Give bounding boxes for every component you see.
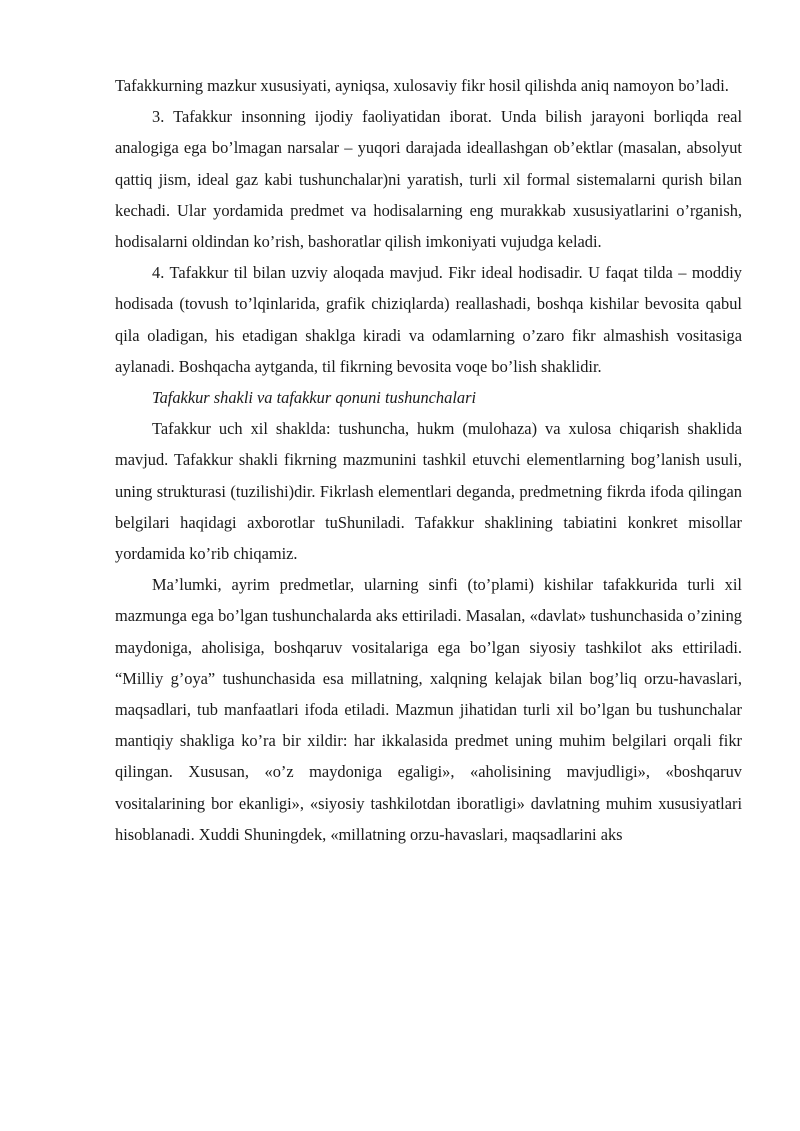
- document-page: [115, 70, 742, 850]
- section-heading: Tafakkur shakli va tafakkur qonuni tushunchalari: [152, 388, 477, 408]
- paragraph-forms-of-thinking: Tafakkur uch xil shaklda: tushuncha, hukm (mulohaza) va xulosa chiqarish shaklida mavjud. Tafakkur shakli fikrning mazmunini tashkil etuvchi elementlarning bog’lanish usuli, uning strukturasi (tuzilishi)dir. Fikrlash elementlari deganda, predmetning fikrda ifoda qilingan belgilari haqidagi axborotlar tuShuniladi. Tafakkur shaklining tabiatini konkret misollar yordamida ko’rib chiqamiz.: [115, 419, 742, 564]
- paragraph-item-4: 4. Tafakkur til bilan uzviy aloqada mavjud. Fikr ideal hodisadir. U faqat tilda – moddiy hodisada (tovush to’lqinlarida, grafik chiziqlarda) reallashadi, boshqa kishilar bevosita qabul qila oladigan, his etadigan shaklga kiradi va odamlarning o’zaro fikr almashish vositasiga aylanadi. Boshqacha aytganda, til fikrning bevosita voqe bo’lish shaklidir.: [115, 263, 742, 376]
- paragraph-concepts-example: Ma’lumki, ayrim predmetlar, ularning sinfi (to’plami) kishilar tafakkurida turli xil mazmunga ega bo’lgan tushunchalarda aks ettiriladi. Masalan, «davlat» tushunchasida o’zining maydoniga, aholisiga, boshqaruv vositalariga ega bo’lgan siyosiy tashkilot aks ettiriladi. “Milliy g’oya” tushunchasida esa millatning, xalqning kelajak bilan bog’liq orzu-havaslari, maqsadlari, tub manfaatlari ifoda etiladi. Mazmun jihatidan turli xil bo’lgan bu tushunchalar mantiqiy shakliga ko’ra bir xildir: har ikkalasida predmet uning muhim belgilari orqali fikr qilingan. Xususan, «o’z maydoniga egaligi», «aholisining mavjudligi», «boshqaruv vositalarining bor ekanligi», «siyosiy tashkilotdan iboratligi» davlatning muhim xususiyatlari hisoblanadi. Xuddi Shuningdek, «millatning orzu-havaslari, maqsadlarini aks: [115, 575, 742, 844]
- paragraph-item-3: 3. Tafakkur insonning ijodiy faoliyatidan iborat. Unda bilish jarayoni borliqda real analogiga ega bo’lmagan narsalar – yuqori darajada ideallashgan ob’ektlar (masalan, absolyut qattiq jism, ideal gaz kabi tushunchalar)ni yaratish, turli xil formal sistemalarni qurish bilan kechadi. Ular yordamida predmet va hodisalarning eng murakkab xususiyatlarini o’rganish, hodisalarni oldindan ko’rish, bashoratlar qilish imkoniyati vujudga keladi.: [115, 107, 742, 252]
- paragraph-continuation: Tafakkurning mazkur xususiyati, ayniqsa, xulosaviy fikr hosil qilishda aniq namoyon bo’ladi.: [115, 76, 729, 95]
